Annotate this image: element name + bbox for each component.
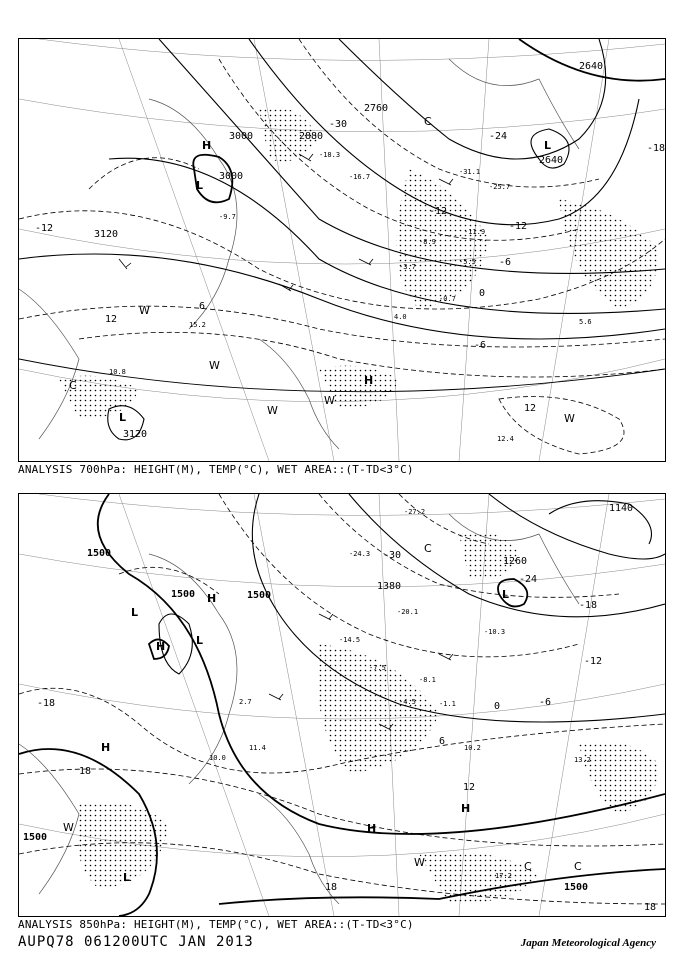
station-obs: -11.9 [464,228,486,236]
height-label: 1500 [23,832,48,843]
height-label: 2640 [539,155,564,166]
station-obs: 10.2 [464,744,481,752]
high-center-marker: H [367,822,377,835]
temp-label: 12 [105,314,118,325]
station-obs: 12.4 [497,435,514,443]
warm-center-marker: W [139,304,150,317]
temp-label: -24 [519,574,538,585]
temp-label: -30 [329,119,348,130]
station-obs: 17.2 [495,872,512,880]
high-center-marker: H [101,741,111,754]
station-obs: 5.6 [579,318,592,326]
temp-label: -6 [499,257,512,268]
station-obs: -20.1 [397,608,419,616]
wet-areas [77,532,660,905]
warm-center-marker: W [267,404,278,417]
low-center-marker: L [131,606,139,619]
station-obs: -1.1 [439,700,456,708]
low-center-marker: L [196,179,204,192]
station-obs: 10.8 [109,368,126,376]
agency-credit: Japan Meteorological Agency [520,937,656,949]
height-label: 3000 [229,131,254,142]
temp-label: 0 [494,701,501,712]
station-obs: -25.7 [489,183,511,191]
station-obs: -0.7 [439,295,456,303]
station-obs: -8.1 [419,676,436,684]
station-obs: 11.4 [249,744,266,752]
low-center-marker: L [502,588,510,601]
temp-label: -12 [584,656,603,667]
high-center-marker: H [156,640,166,653]
wet-areas [59,107,659,419]
height-label: 1500 [171,589,196,600]
chart-700hpa [18,38,666,462]
cold-center-marker: C [524,860,532,873]
temp-label: -12 [35,223,54,234]
chart-700hpa-caption: ANALYSIS 700hPa: HEIGHT(M), TEMP(°C), WET AREA::(T-TD<3°C) [18,463,414,476]
height-label: 1500 [247,590,272,601]
station-obs: 15.2 [189,321,206,329]
station-obs: -18.3 [319,151,341,159]
station-obs: -24.3 [349,550,371,558]
temp-label: -12 [509,221,528,232]
warm-center-marker: W [414,856,425,869]
cold-center-marker: C [424,542,432,555]
station-obs: -14.5 [339,636,361,644]
height-label: 1260 [503,556,528,567]
height-label: 1380 [377,581,402,592]
station-obs: -4.5 [399,698,416,706]
low-center-marker: L [544,139,552,152]
temp-label: -6 [474,340,487,351]
height-label: 2880 [299,131,324,142]
temp-label: 12 [463,782,476,793]
station-obs: -31.1 [459,168,481,176]
warm-center-marker: W [564,412,575,425]
temp-label: -24 [489,131,508,142]
temp-label: -18 [579,600,598,611]
warm-center-marker: W [324,394,335,407]
temp-label: -30 [383,550,402,561]
station-obs: -5.5 [459,258,476,266]
station-obs: -16.7 [349,173,371,181]
height-label: 3120 [123,429,148,440]
temp-label: 6 [439,736,446,747]
height-label: 3000 [219,171,244,182]
temp-label: 12 [524,403,537,414]
high-center-marker: H [202,139,212,152]
station-obs: -9.7 [219,213,236,221]
temp-label: -6 [539,697,552,708]
height-label: 3120 [94,229,119,240]
temp-label: -12 [429,206,448,217]
station-obs: -8.9 [419,238,436,246]
station-obs: 10.0 [209,754,226,762]
cold-center-marker: C [69,379,77,392]
height-label: 2640 [579,61,604,72]
station-obs: 13.2 [574,756,591,764]
station-obs: -3.7 [399,263,416,271]
cold-center-marker: C [424,115,432,128]
chart-850hpa-map [19,494,665,916]
temp-label: -18 [37,698,56,709]
warm-center-marker: W [63,821,74,834]
temp-label: 6 [199,301,206,312]
high-center-marker: H [364,374,374,387]
temp-label: 18 [325,882,338,893]
chart-850hpa-caption: ANALYSIS 850hPa: HEIGHT(M), TEMP(°C), WET AREA::(T-TD<3°C) [18,918,414,931]
low-center-marker: L [119,411,127,424]
station-obs: -27.2 [404,508,426,516]
low-center-marker: L [123,871,131,884]
high-center-marker: H [461,802,471,815]
station-obs: -7.5 [369,664,386,672]
low-center-marker: L [196,634,204,647]
temp-label: 0 [479,288,486,299]
chart-700hpa-map [19,39,665,461]
temp-label: 18 [644,902,657,913]
temp-label: 18 [79,766,92,777]
station-obs: -10.3 [484,628,506,636]
height-label: 2760 [364,103,389,114]
station-obs: 2.7 [239,698,252,706]
warm-center-marker: W [209,359,220,372]
bulletin-code: AUPQ78 061200UTC JAN 2013 [18,934,254,950]
station-obs: 4.0 [394,313,407,321]
high-center-marker: H [207,592,217,605]
height-label: 1500 [87,548,112,559]
temp-label: -18 [647,143,665,154]
height-label: 1500 [564,882,589,893]
chart-850hpa [18,493,666,917]
height-label: 1140 [609,503,634,514]
cold-center-marker: C [574,860,582,873]
